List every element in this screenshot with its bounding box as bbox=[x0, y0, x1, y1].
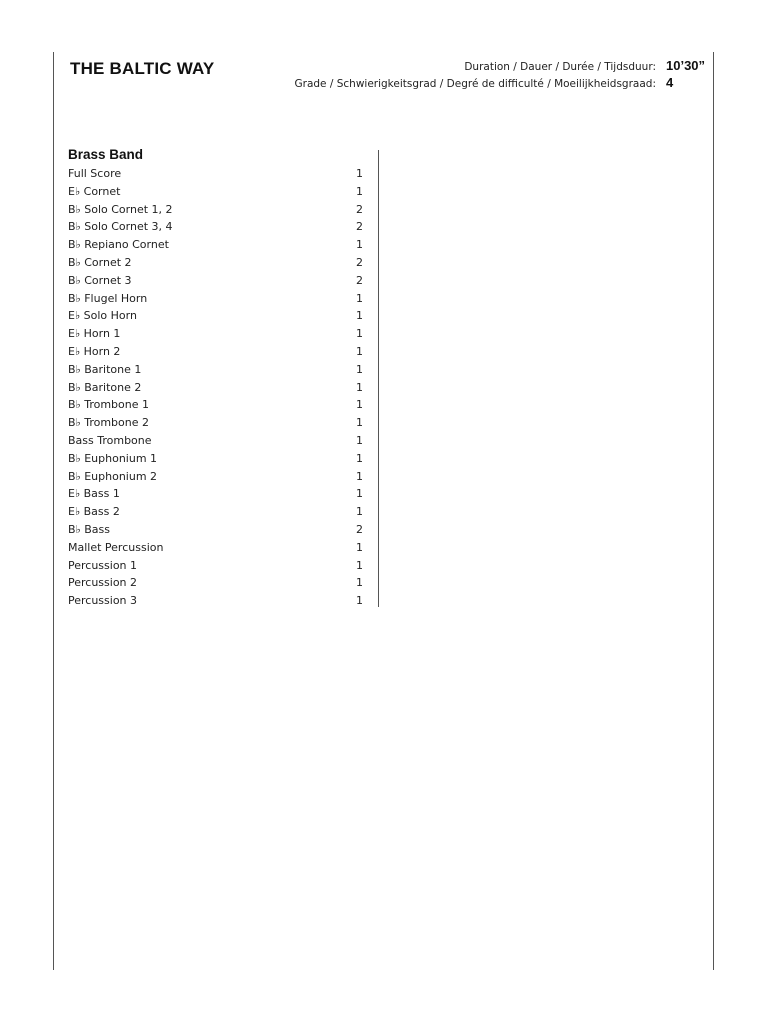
part-row bbox=[68, 539, 368, 557]
part-row bbox=[68, 343, 368, 361]
part-quantity: 1 bbox=[356, 398, 363, 412]
part-quantity: 1 bbox=[356, 576, 363, 590]
part-row bbox=[68, 432, 368, 450]
part-name: B♭ Trombone 2 bbox=[68, 416, 150, 430]
part-name: B♭ Repiano Cornet bbox=[68, 238, 169, 252]
part-quantity: 1 bbox=[356, 594, 363, 608]
part-name: B♭ Bass bbox=[68, 522, 110, 536]
part-name: E♭ Bass 1 bbox=[68, 487, 120, 501]
part-quantity: 2 bbox=[356, 220, 363, 234]
part-row bbox=[68, 236, 368, 254]
left-margin-rule bbox=[53, 52, 54, 970]
part-name: B♭ Solo Cornet 3, 4 bbox=[68, 220, 173, 234]
part-row bbox=[68, 503, 368, 521]
page-title: THE BALTIC WAY bbox=[70, 59, 215, 78]
part-name: Bass Trombone bbox=[68, 433, 152, 447]
part-row bbox=[68, 468, 368, 486]
part-quantity: 1 bbox=[356, 362, 363, 376]
part-name: Percussion 3 bbox=[68, 594, 138, 608]
part-name: Mallet Percussion bbox=[68, 540, 164, 554]
part-name: B♭ Flugel Horn bbox=[68, 291, 148, 305]
part-quantity: 2 bbox=[356, 202, 363, 216]
part-row bbox=[68, 201, 368, 219]
part-row bbox=[68, 183, 368, 201]
part-quantity: 1 bbox=[356, 558, 363, 572]
part-name: B♭ Baritone 1 bbox=[68, 362, 142, 376]
part-row bbox=[68, 272, 368, 290]
part-quantity: 1 bbox=[356, 309, 363, 323]
part-quantity: 1 bbox=[356, 451, 363, 465]
part-quantity: 1 bbox=[356, 416, 363, 430]
part-row bbox=[68, 290, 368, 308]
part-quantity: 1 bbox=[356, 344, 363, 358]
part-row bbox=[68, 165, 368, 183]
part-quantity: 1 bbox=[356, 327, 363, 341]
part-name: E♭ Cornet bbox=[68, 184, 121, 198]
part-name: Percussion 1 bbox=[68, 558, 138, 572]
part-name: B♭ Euphonium 1 bbox=[68, 451, 158, 465]
part-row bbox=[68, 307, 368, 325]
part-quantity: 1 bbox=[356, 291, 363, 305]
part-quantity: 2 bbox=[356, 255, 363, 269]
part-name: B♭ Baritone 2 bbox=[68, 380, 142, 394]
part-row bbox=[68, 361, 368, 379]
grade-value: 4 bbox=[666, 75, 674, 90]
part-name: E♭ Horn 2 bbox=[68, 344, 121, 358]
part-row bbox=[68, 557, 368, 575]
section-heading: Brass Band bbox=[68, 147, 144, 162]
part-row bbox=[68, 254, 368, 272]
part-quantity: 1 bbox=[356, 433, 363, 447]
part-quantity: 1 bbox=[356, 505, 363, 519]
part-name: B♭ Euphonium 2 bbox=[68, 469, 158, 483]
part-quantity: 1 bbox=[356, 184, 363, 198]
part-name: E♭ Solo Horn bbox=[68, 309, 137, 323]
part-name: B♭ Cornet 2 bbox=[68, 255, 132, 269]
part-row bbox=[68, 379, 368, 397]
part-row bbox=[68, 396, 368, 414]
part-name: B♭ Cornet 3 bbox=[68, 273, 132, 287]
part-row bbox=[68, 485, 368, 503]
parts-list bbox=[68, 165, 368, 610]
part-name: E♭ Horn 1 bbox=[68, 327, 121, 341]
part-quantity: 1 bbox=[356, 487, 363, 501]
part-name: E♭ Bass 2 bbox=[68, 505, 120, 519]
part-quantity: 2 bbox=[356, 273, 363, 287]
part-row bbox=[68, 450, 368, 468]
part-row bbox=[68, 218, 368, 236]
part-quantity: 1 bbox=[356, 540, 363, 554]
grade-label: Grade / Schwierigkeitsgrad / Degré de difficulté / Moeilijkheidsgraad: bbox=[294, 78, 656, 90]
parts-column-rule bbox=[378, 150, 379, 607]
part-row bbox=[68, 414, 368, 432]
duration-label: Duration / Dauer / Durée / Tijdsduur: bbox=[464, 61, 656, 73]
part-name: B♭ Trombone 1 bbox=[68, 398, 150, 412]
part-row bbox=[68, 574, 368, 592]
part-quantity: 1 bbox=[356, 167, 363, 180]
part-row bbox=[68, 521, 368, 539]
part-name: Percussion 2 bbox=[68, 576, 138, 590]
duration-value: 10’30” bbox=[666, 58, 706, 73]
part-quantity: 1 bbox=[356, 469, 363, 483]
part-quantity: 2 bbox=[356, 522, 363, 536]
part-row bbox=[68, 592, 368, 610]
part-quantity: 1 bbox=[356, 238, 363, 252]
right-margin-rule bbox=[713, 52, 714, 970]
part-name: Full Score bbox=[68, 167, 122, 180]
part-name: B♭ Solo Cornet 1, 2 bbox=[68, 202, 173, 216]
part-row bbox=[68, 325, 368, 343]
part-quantity: 1 bbox=[356, 380, 363, 394]
